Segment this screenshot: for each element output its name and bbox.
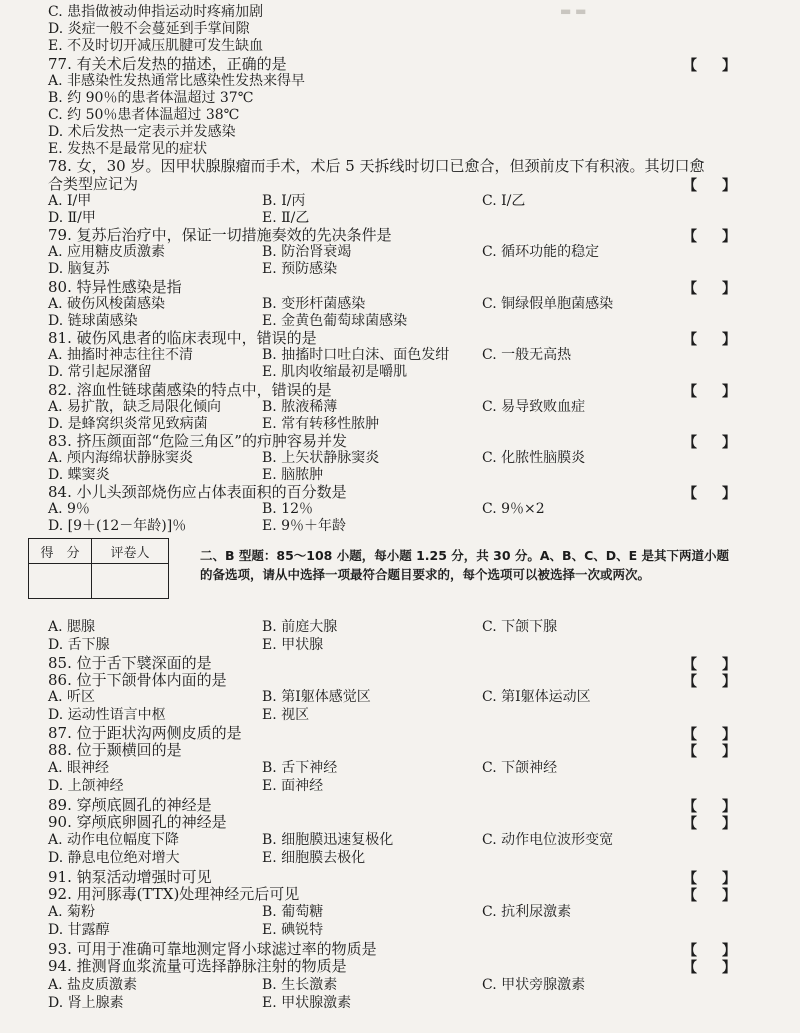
question-87: 87. 位于距状沟两侧皮质的是 (48, 724, 242, 742)
option-text: D. 炎症一般不会蔓延到手掌间隙 (48, 21, 250, 37)
question-79-stem: 79. 复苏后治疗中，保证一切措施奏效的先决条件是 (48, 226, 392, 244)
answer-bracket-left[interactable]: 【 (683, 744, 697, 760)
grader-header: 评卷人 (92, 539, 169, 564)
option-d: D. 静息电位绝对增大 (48, 850, 180, 866)
bleed-through-mark: ▬ ▬ (560, 4, 587, 18)
option-d: D. [9＋(12－年龄)]％ (48, 518, 187, 534)
option-e: E. 预防感染 (262, 261, 338, 277)
option-a: A. 眼神经 (48, 760, 110, 776)
answer-bracket-left[interactable]: 【 (683, 332, 697, 348)
question-93: 93. 可用于准确可靠地测定肾小球滤过率的物质是 (48, 940, 377, 958)
answer-bracket-right[interactable]: 】 (722, 58, 736, 74)
option-c: C. 一般无高热 (482, 347, 572, 363)
option-d: D. 肾上腺素 (48, 995, 124, 1011)
option-d: D. 蝶窦炎 (48, 467, 110, 483)
question-84-stem: 84. 小儿头颈部烧伤应占体表面积的百分数是 (48, 483, 347, 501)
question-77-stem: 77. 有关术后发热的描述，正确的是 (48, 55, 287, 73)
option-d: D. 链球菌感染 (48, 313, 138, 329)
answer-bracket-right[interactable]: 】 (722, 178, 736, 194)
answer-bracket-left[interactable]: 【 (683, 58, 697, 74)
question-89: 89. 穿颅底圆孔的神经是 (48, 796, 212, 814)
question-85: 85. 位于舌下襞深面的是 (48, 654, 212, 672)
answer-bracket-left[interactable]: 【 (683, 435, 697, 451)
question-90: 90. 穿颅底卵圆孔的神经是 (48, 813, 227, 831)
option-e: E. 常有转移性脓肿 (262, 416, 380, 432)
option-a: A. 菊粉 (48, 904, 96, 920)
option-c: C. Ⅰ/乙 (482, 193, 526, 209)
option-a: A. 颅内海绵状静脉窦炎 (48, 450, 194, 466)
option-c: C. 甲状旁腺激素 (482, 977, 586, 993)
answer-bracket-right[interactable]: 】 (722, 960, 736, 976)
option-a: A. 听区 (48, 689, 96, 705)
answer-bracket-right[interactable]: 】 (722, 674, 736, 690)
score-cell[interactable] (29, 564, 92, 599)
option-e: E. 面神经 (262, 778, 324, 794)
option-d: D. 上颌神经 (48, 778, 124, 794)
answer-bracket-left[interactable]: 【 (683, 871, 697, 887)
answer-bracket-left[interactable]: 【 (683, 888, 697, 904)
option-c: C. 第Ⅰ躯体运动区 (482, 689, 591, 705)
answer-bracket-left[interactable]: 【 (683, 281, 697, 297)
answer-bracket-left[interactable]: 【 (683, 727, 697, 743)
option-a: A. 易扩散，缺乏局限化倾向 (48, 399, 222, 415)
answer-bracket-right[interactable]: 】 (722, 435, 736, 451)
option-e: E. 甲状腺激素 (262, 995, 352, 1011)
answer-bracket-right[interactable]: 】 (722, 799, 736, 815)
option-b: B. 12％ (262, 501, 314, 517)
option-b: B. 前庭大腺 (262, 619, 338, 635)
answer-bracket-right[interactable]: 】 (722, 281, 736, 297)
question-82-stem: 82. 溶血性链球菌感染的特点中，错误的是 (48, 381, 332, 399)
question-88: 88. 位于颞横回的是 (48, 741, 182, 759)
option-b: B. 抽搐时口吐白沫、面色发绀 (262, 347, 450, 363)
option-d: D. 舌下腺 (48, 637, 110, 653)
option-a: A. 腮腺 (48, 619, 96, 635)
option-a: A. 9％ (48, 501, 90, 517)
answer-bracket-left[interactable]: 【 (683, 178, 697, 194)
score-table (28, 538, 169, 599)
option-b: B. 第Ⅰ躯体感觉区 (262, 689, 371, 705)
question-92: 92. 用河豚毒(TTX)处理神经元后可见 (48, 885, 300, 903)
option-c: C. 动作电位波形变宽 (482, 832, 614, 848)
grader-cell[interactable] (92, 564, 169, 599)
question-80-stem: 80. 特异性感染是指 (48, 278, 182, 296)
option-a: A. 破伤风梭菌感染 (48, 296, 166, 312)
question-78-stem: 78. 女，30 岁。因甲状腺腺瘤而手术，术后 5 天拆线时切口已愈合，但颈前皮下有积液。其切口愈 (48, 157, 705, 175)
option-e: E. Ⅱ/乙 (262, 210, 310, 226)
option-e: E. 发热不是最常见的症状 (48, 141, 208, 157)
option-d: D. Ⅱ/甲 (48, 210, 96, 226)
answer-bracket-right[interactable]: 】 (722, 229, 736, 245)
option-b: B. 葡萄糖 (262, 904, 324, 920)
answer-bracket-left[interactable]: 【 (683, 960, 697, 976)
option-e: E. 金黄色葡萄球菌感染 (262, 313, 408, 329)
answer-bracket-left[interactable]: 【 (683, 799, 697, 815)
option-b: B. 脓液稀薄 (262, 399, 338, 415)
answer-bracket-right[interactable]: 】 (722, 486, 736, 502)
option-a: A. 盐皮质激素 (48, 977, 138, 993)
option-c: C. 循环功能的稳定 (482, 244, 600, 260)
option-e: E. 甲状腺 (262, 637, 324, 653)
question-78-stem-continued: 合类型应记为 (48, 175, 139, 193)
option-d: D. 术后发热一定表示并发感染 (48, 124, 236, 140)
option-d: D. 是蜂窝织炎常见致病菌 (48, 416, 208, 432)
answer-bracket-left[interactable]: 【 (683, 943, 697, 959)
question-91: 91. 钠泵活动增强时可见 (48, 868, 212, 886)
answer-bracket-left[interactable]: 【 (683, 229, 697, 245)
option-a: A. 动作电位幅度下降 (48, 832, 180, 848)
option-b: B. 上矢状静脉窦炎 (262, 450, 380, 466)
answer-bracket-right[interactable]: 】 (722, 943, 736, 959)
option-c: C. 下颌下腺 (482, 619, 558, 635)
option-c: C. 铜绿假单胞菌感染 (482, 296, 614, 312)
score-header: 得 分 (29, 539, 92, 564)
option-d: D. 甘露醇 (48, 922, 110, 938)
section-b-title: 二、B 型题：85～108 小题，每小题 1.25 分，共 30 分。A、B、C、D、E 是其下两道小题的备选项，请从中选择一项最符合题目要求的，每个选项可以被选择一次或两次。 (200, 548, 730, 582)
option-e: E. 碘锐特 (262, 922, 324, 938)
answer-bracket-right[interactable]: 】 (722, 744, 736, 760)
option-e: E. 细胞膜去极化 (262, 850, 366, 866)
option-a: A. 非感染性发热通常比感染性发热来得早 (48, 73, 306, 89)
option-text: C. 患指做被动伸指运动时疼痛加剧 (48, 4, 264, 20)
question-86: 86. 位于下颌骨体内面的是 (48, 671, 227, 689)
option-b: B. 细胞膜迅速复极化 (262, 832, 394, 848)
question-94: 94. 推测肾血浆流量可选择静脉注射的物质是 (48, 957, 347, 975)
option-b: B. 约 90％的患者体温超过 37℃ (48, 90, 254, 106)
answer-bracket-right[interactable]: 】 (722, 332, 736, 348)
option-c: C. 9％×2 (482, 501, 545, 517)
option-text: E. 不及时切开减压肌腱可发生缺血 (48, 38, 264, 54)
option-b: B. Ⅰ/丙 (262, 193, 306, 209)
option-e: E. 9％＋年龄 (262, 518, 347, 534)
option-b: B. 生长激素 (262, 977, 338, 993)
option-c: C. 抗利尿激素 (482, 904, 572, 920)
option-c: C. 化脓性脑膜炎 (482, 450, 586, 466)
option-b: B. 防治肾衰竭 (262, 244, 352, 260)
option-b: B. 变形杆菌感染 (262, 296, 366, 312)
answer-bracket-left[interactable]: 【 (683, 816, 697, 832)
answer-bracket-left[interactable]: 【 (683, 384, 697, 400)
answer-bracket-right[interactable]: 】 (722, 384, 736, 400)
question-81-stem: 81. 破伤风患者的临床表现中，错误的是 (48, 329, 317, 347)
option-d: D. 运动性语言中枢 (48, 707, 166, 723)
option-c: C. 易导致败血症 (482, 399, 586, 415)
option-a: A. Ⅰ/甲 (48, 193, 92, 209)
option-b: B. 舌下神经 (262, 760, 338, 776)
option-e: E. 肌肉收缩最初是嚼肌 (262, 364, 408, 380)
option-a: A. 应用糖皮质激素 (48, 244, 166, 260)
answer-bracket-right[interactable]: 】 (722, 816, 736, 832)
answer-bracket-left[interactable]: 【 (683, 486, 697, 502)
option-e: E. 视区 (262, 707, 310, 723)
answer-bracket-left[interactable]: 【 (683, 674, 697, 690)
answer-bracket-right[interactable]: 】 (722, 871, 736, 887)
option-a: A. 抽搐时神志往往不清 (48, 347, 194, 363)
answer-bracket-right[interactable]: 】 (722, 727, 736, 743)
answer-bracket-right[interactable]: 】 (722, 657, 736, 673)
answer-bracket-left[interactable]: 【 (683, 657, 697, 673)
option-c: C. 下颌神经 (482, 760, 558, 776)
option-c: C. 约 50％患者体温超过 38℃ (48, 107, 240, 123)
option-d: D. 脑复苏 (48, 261, 110, 277)
question-83-stem: 83. 挤压颜面部“危险三角区”的疖肿容易并发 (48, 432, 347, 450)
option-d: D. 常引起尿潴留 (48, 364, 152, 380)
option-e: E. 脑脓肿 (262, 467, 324, 483)
answer-bracket-right[interactable]: 】 (722, 888, 736, 904)
